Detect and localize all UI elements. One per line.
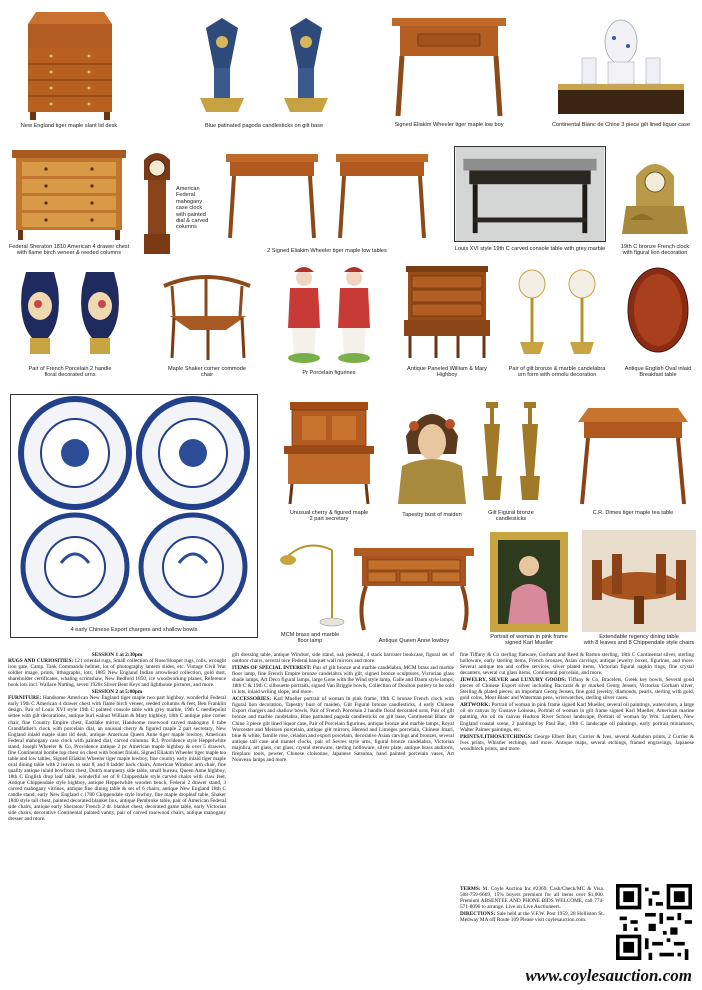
terms-label: TERMS: xyxy=(460,886,481,892)
dining-set-photo xyxy=(582,530,696,632)
website-link[interactable]: www.coylesauction.com xyxy=(525,966,692,985)
prints-text: George Elbert Burr, Currier & Ives, several Audubon prints, 2 Currier & Ives prints, Whistler etchings, and more. Antique maps, several etchings, framed engravings, Japanese woodblock prints, and more. xyxy=(460,733,694,752)
text-column-1 xyxy=(8,652,226,986)
session-heading: SESSION 1 at 2:30pm xyxy=(91,652,143,658)
pagoda-candlesticks-photo xyxy=(178,8,350,122)
lot-highboy[interactable] xyxy=(392,262,502,380)
terms-block xyxy=(460,886,604,972)
lot-figural-candlesticks[interactable] xyxy=(474,396,548,524)
furniture-text: Handsome American New England tiger maple two part highboy, wonderful Federal early 19th C American 4 drawer chest with flame birch veneer, reeded columns & feet, Ben Franklin design. Pair of Louis XVI style 19th C painted console table with grey marble, 19th C needlepoint settee with gilt decorations, antique burl walnut William & Mary highboy, 18th C antique pine corner chair, fine Country Empire chest, Eastlake mirror, Handsome rosewood carved mahogany 6 tube Grandfather's clock with porcelain dial, an unusual cherry & figured maple 2 part secretary, New England inlaid maple slant lid desk, antique American Queen Anne tiger maple lowboy, American Federal mahogany case clock with painted dial, carved columns. R.I. Providence style Heppelwhite stand, Joseph Wheeler & Co, Providence antique 2 pc American maple highboy & over 5 drawers, fine Continental bombe top chest on chest with bonnet finials, Signed Eliakim Wheeler tiger maple tea table and low tables, Signed Eliakim Wheeler tiger maple lowboy, fine country early inlaid tiger maple oval dining table with 2 leaves to seat 8, and 8 ladder back chairs, American Windsor arm chair, fine quality antique inlaid bowfront chest, Dutch marquetry side table, small bureau, Queen Anne highboy, 18th C English drop leaf table, wonderful set of 8 Chippendale style carved chairs with claw feet, Antique Chippendale style highboy, antique Heppelwhite wooden bench, Federal 2 drawer stand, 3 carved mahogany vitrines, antique fine dining table & set of 6 chairs, antique New England 18th C candle stand, early New England c.1780 Chippendale style lowboy, fine maple dropleaf table, Shaker 1840 style tall chest, painted decorated blanket box, antique Pembroke table, pair of American Federal side chairs, antique early Sheraton/ French 2 dr. blanket chest, decorated game table, early Victorian side chairs, decorative Continental painted vanity, pair of carved rosewood chairs, antique mahogany dresser and more. xyxy=(8,695,226,823)
caption: MCM brass and marble xyxy=(280,632,340,638)
console-table-photo xyxy=(454,146,606,242)
french-urns-photo xyxy=(8,262,132,364)
lot-tapestry-bust[interactable] xyxy=(392,396,472,524)
lot-federal-chest[interactable] xyxy=(6,146,132,258)
lot-breakfast-table[interactable] xyxy=(618,262,698,380)
caption: Louis XVI style 19th C carved console table with grey marble xyxy=(454,246,606,252)
qr-code[interactable] xyxy=(616,884,692,960)
queen-anne-lowboy-photo xyxy=(348,538,480,634)
accessories-label: ACCESSORIES: xyxy=(232,696,272,703)
col2-intro: gilt dressing table, antique Windsor, side stand, oak pedestal, 4 stack barrister bookcase, figural set of outdoor chairs, several nice Federal banquet wall mirrors and more. xyxy=(232,652,454,665)
accessories-text: Karl Mueller portrait of woman in pink frame, 19th C bronze French clock with figural lion decoration, Tapestry bust of maiden, Gilt Figural bronze candlesticks, 4 early Chinese Export chargers and shallow bowls, Pair of French Porcelain 2 handle floral decorated urns, Pair of gilt bronze and marble candelabra, Blue patinated pagoda candlesticks on gilt base, Continental Blanc de Chine 3 piece gilt lined liquor case, Pair of Porcelain figurines, antique bronze and marble lamps, Royal Worcester and Meissen porcelain, antique gilt mirrors, Herend and Limoges porcelain, Chinese Imari, blue & white, famille rose, celadon and export porcelain, decorative Asian carvings and bronzes, several antique tall case and mantel clocks, pair of Sevres style urns, figural bronze candelabra, Victorian majolica, art glass, cut glass, crystal stemware, sterling holloware, silver plate, antique brass andirons, fireplace tools, pewter, Chinese cloisonne, Japanese Satsuma, hand painted porcelain vases, Art Nouveau lamps and more. xyxy=(232,696,454,763)
wheeler-low-tables-photo xyxy=(210,146,444,242)
caption: with 8 leaves and 8 Chippendale style chairs xyxy=(583,640,695,646)
secretary-photo xyxy=(272,396,386,508)
portrait-painting-photo xyxy=(486,532,572,632)
caption: floral decorated urns xyxy=(44,372,96,378)
breakfast-table-photo xyxy=(618,262,698,362)
bronze-clock-photo xyxy=(612,146,698,242)
lot-floor-lamp[interactable] xyxy=(272,538,348,648)
lot-portrait-painting[interactable] xyxy=(486,532,572,648)
lot-corner-chair[interactable] xyxy=(150,262,264,380)
session2-heading: SESSION 2 at 5:00pm xyxy=(91,689,143,696)
caption: Antique English Oval inlaid xyxy=(624,366,692,372)
wheeler-lowboy-photo xyxy=(388,12,510,120)
caption: Pair of gilt bronze & marble candelabra xyxy=(508,366,606,372)
text-column-3 xyxy=(460,652,694,884)
floor-lamp-photo xyxy=(272,538,348,630)
chinese-chargers-photo xyxy=(11,395,257,621)
lot-console-table[interactable] xyxy=(454,146,606,258)
figural-candlesticks-photo xyxy=(474,396,548,508)
federal-chest-photo xyxy=(6,146,132,242)
jewelry-text: Tiffany & Co, Bracelets, Greek key bowls, Several good pieces of Chinese Export silver including Baccarat & pr marked Georg Jensen, Victorian Gorham silver, Sterling & plated pieces, an important Georg Jensen, fine gold jewelry, diamonds, pearls, sterling with gold, gold coins, Mont Blanc and Waterman pens, wristwatches, sterling silver cases. xyxy=(460,677,694,702)
caption: floor lamp xyxy=(297,638,323,644)
rugs-text: 121 oriental rugs, Small collection of Rose/Hooper rugs, rolls, wrought iron gate, Camp. Tank Commando helmet, lot of photography lantern slides, etc. Vintage Civil War soldier image, prints, lithographs, lots, 1885 New England Indian arrowhead collection, gold dust, shareholder certificates, whaling scrimshaw, New Bedford 1850, ice woodworking planes, Reference book lots incl. Wallace Nutting, seven 1920s Silver Bent Keys and lighthouse pictures, and more. xyxy=(8,658,226,689)
caption: with flame birch veneer & reeded columns xyxy=(16,250,122,256)
lot-bronze-clock[interactable] xyxy=(612,146,698,258)
caption: C.R. Dimes tiger maple tea table xyxy=(592,510,674,516)
lot-tea-table[interactable] xyxy=(570,404,696,524)
blanc-de-chine-photo xyxy=(548,8,694,122)
text-column-2 xyxy=(232,652,454,986)
caption: 19th C bronze French clock xyxy=(620,244,690,250)
furniture-label: FURNITURE: xyxy=(8,695,42,702)
prints-label: PRINTS/LITHOS/ETCHINGS: xyxy=(460,733,533,740)
caption: 2 Signed Eliakim Wheeler tiger maple low tables xyxy=(267,248,387,254)
caption: American Federal mahogany case clock with painted dial & carved columns xyxy=(176,186,209,231)
rugs-label: RUGS AND CURIOSITIES: xyxy=(8,658,74,665)
lot-wheeler-low-tables[interactable] xyxy=(210,146,444,258)
caption: Federal Sheraton 1810 American 4 drawer chest xyxy=(8,244,130,250)
caption: Pr Porcelain figurines xyxy=(302,370,356,376)
caption: Tapestry bust of maiden xyxy=(402,512,462,518)
tiger-maple-desk-photo xyxy=(6,10,132,122)
caption: Unusual cherry & figured maple xyxy=(289,510,369,516)
artwork-text: Portrait of woman in pink frame signed Karl Mueller, several oil paintings, watercolors, a large oil on canvas by Gustave Loiseau, Portrait of woman in gilt frame signed Karl Mueller, American marine painting, An oil on canvas Hudson River School landscape, Portrait of woman by Wm. Lambert, New England coastal scene, 2 paintings by Paul Bac, 19th C landscape oil paintings, early portrait miniatures, Walter Palmer paintings, etc. xyxy=(460,702,694,733)
caption: Antique Paneled William & Mary xyxy=(407,366,487,372)
special-label: ITEMS OF SPECIAL INTEREST: xyxy=(232,665,312,672)
lot-pagoda-candlesticks[interactable] xyxy=(178,8,350,136)
col3-intro: fine Tiffany & Co sterling flatware, Gorham and Reed & Barton sterling, 18th C Continental silver, sterling holloware, early sterling items, French bronzes, Asian carvings, antique jewelry boxes, figurines, and more. Several antique tea and coffee services, silver plated items, Victorian figural napkin rings, fine crystal decanters, several cut glass items, Continental porcelain, and more. xyxy=(460,652,694,677)
caption: Pair of French Porcelain 2 handle xyxy=(28,366,112,372)
caption: with figural lion decoration xyxy=(622,250,688,256)
marble-candelabra-photo xyxy=(500,262,614,362)
caption: urn form with ormolu decoration xyxy=(517,372,597,378)
caption: Signed Eliakim Wheeler tiger maple low boy xyxy=(394,122,504,128)
caption: Blue patinated pagoda candlesticks on gilt base xyxy=(204,123,324,129)
lot-blanc-de-chine[interactable] xyxy=(548,8,694,136)
lot-queen-anne-lowboy[interactable] xyxy=(348,538,480,648)
terms-text: M. Coyle Auction Inc #2369. Cash/Check/MC & Visa. 508-759-6669, 15% buyers premium for all items over $1,000. Premium ABSENTEE AND PHONE BIDS WELCOME, call 774-571-8096 to arrange. Live on Live Auctioneers. xyxy=(460,886,604,911)
lot-french-urns[interactable] xyxy=(8,262,132,380)
caption: 2 part secretary xyxy=(309,516,349,522)
caption: Maple Shaker corner commode xyxy=(167,366,247,372)
lot-case-clock[interactable] xyxy=(138,146,212,258)
caption: Gilt Figural bronze candlesticks xyxy=(488,510,534,523)
artwork-label: ARTWORK: xyxy=(460,702,491,709)
lot-tiger-maple-desk[interactable] xyxy=(6,10,132,136)
caption: Continental Blanc de Chine 3 piece gilt lined liquor case xyxy=(551,122,691,128)
lot-dining-set[interactable] xyxy=(582,530,696,648)
corner-chair-photo xyxy=(150,262,264,362)
caption: Breakfast table xyxy=(639,372,677,378)
lot-secretary[interactable] xyxy=(272,396,386,524)
lot-chinese-chargers[interactable] xyxy=(10,394,258,638)
caption: signed Karl Mueller xyxy=(505,640,553,646)
special-text: Pair of gilt bronze and marble candelabra, MCM brass and marble floor lamp, fine French Empire bronze candelabra with gilt, signed bronze sculptures, Victorian glass shade lamps, Art Deco figural lamps, large Gone with the Wind style lamp, Galle and Daum style lamps, 18th C & 19th C silhouette portraits, signed Van Briggle bowls, Collection of Doulton pottery to be sold in lots, inlaid writing slope, and more. xyxy=(232,665,454,696)
tapestry-bust-photo xyxy=(392,396,472,510)
caption: Extendable regency dining table xyxy=(599,634,679,640)
tea-table-photo xyxy=(570,404,696,508)
lot-wheeler-lowboy[interactable] xyxy=(388,12,510,136)
caption: New England tiger maple slant lid desk xyxy=(20,123,118,129)
porcelain-figurines-photo xyxy=(270,262,388,366)
jewelry-label: JEWELRY, SILVER and LUXURY GOODS: xyxy=(460,677,567,684)
caption: chair xyxy=(200,372,214,378)
lot-marble-candelabra[interactable] xyxy=(500,262,614,380)
caption: Portrait of woman in pink frame xyxy=(490,634,568,640)
caption: Antique Queen Anne lowboy xyxy=(378,638,450,644)
directions-text: Sale held at the V.F.W. Post 1959, 28 Holliston St. Medway MA off Route 109 Please visit coylesauction.com. xyxy=(460,911,604,924)
caption: 4 early Chinese Export chargers and shallow bowls xyxy=(70,627,198,633)
qr-code-graphic xyxy=(616,884,692,960)
highboy-photo xyxy=(392,262,502,362)
case-clock-photo xyxy=(140,146,174,258)
lot-porcelain-figurines[interactable] xyxy=(270,262,388,380)
caption: Highboy xyxy=(436,372,458,378)
directions-label: DIRECTIONS: xyxy=(460,911,496,918)
